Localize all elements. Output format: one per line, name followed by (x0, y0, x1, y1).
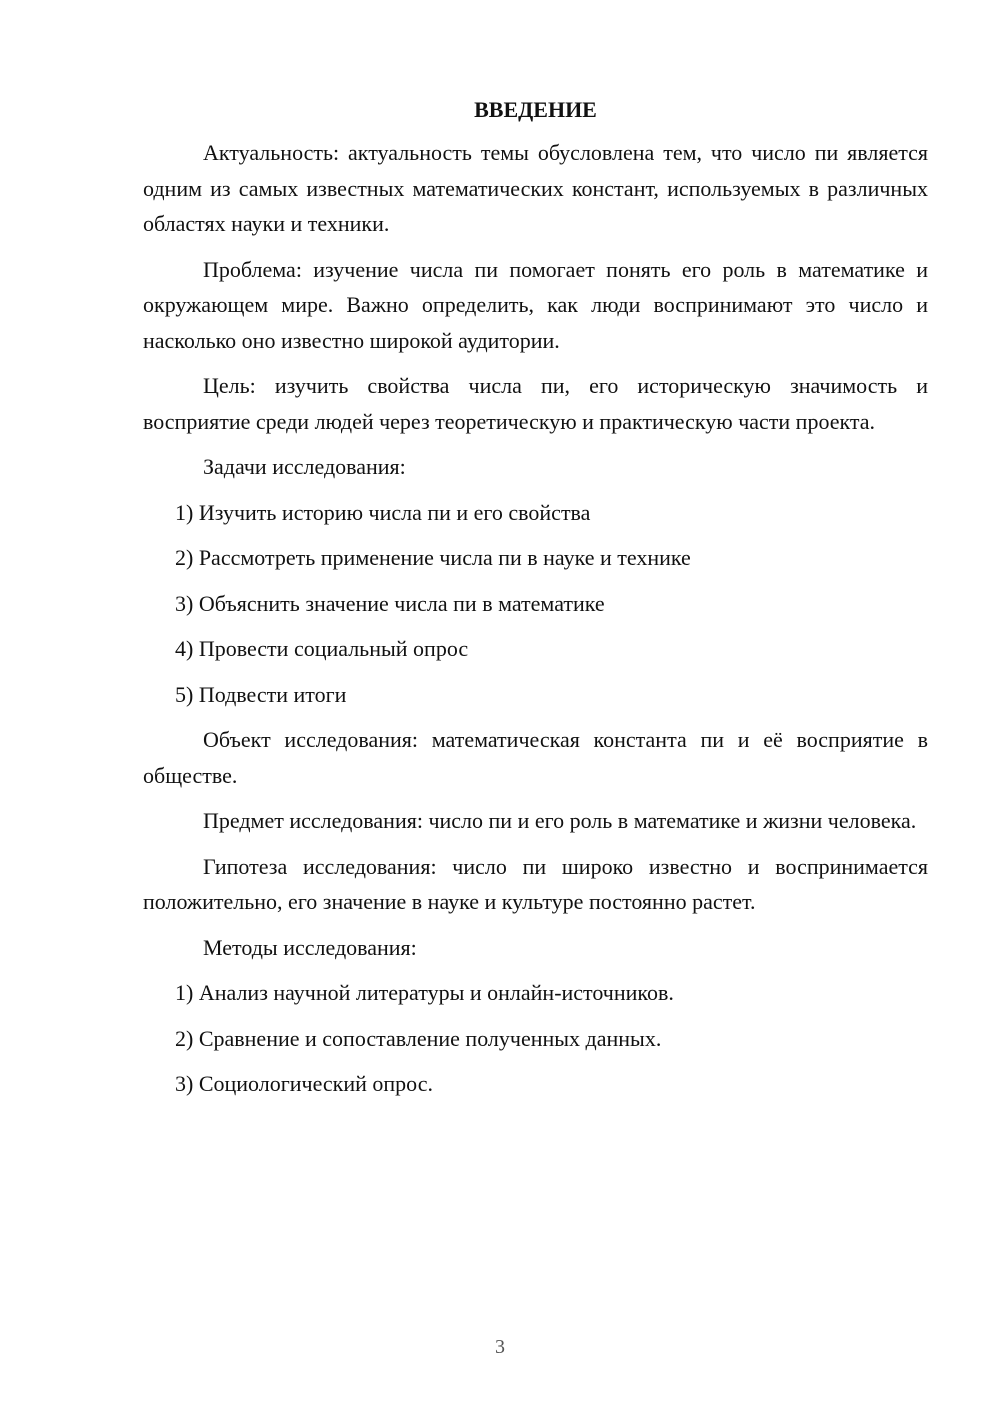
subject-paragraph: Предмет исследования: число пи и его роль в математике и жизни человека. (203, 808, 917, 833)
hypothesis-paragraph: Гипотеза исследования: число пи широко известно и воспринимается положительно, его значение в науке и культуре постоянно растет. (143, 853, 928, 914)
object-paragraph: Объект исследования: математическая константа пи и её восприятие в обществе. (143, 727, 928, 788)
methods-list (143, 975, 928, 1102)
task-item: 4) Провести социальный опрос (175, 636, 469, 661)
method-item: 3) Социологический опрос. (175, 1071, 433, 1096)
task-item: 5) Подвести итоги (175, 681, 347, 707)
method-item: 2) Сравнение и сопоставление полученных данных. (175, 1025, 662, 1051)
section-title: ВВЕДЕНИЕ (474, 97, 597, 122)
page-number: 3 (495, 1336, 505, 1358)
goal-paragraph: Цель: изучить свойства числа пи, его историческую значимость и восприятие среди людей через теоретическую и практическую части проекта. (143, 373, 928, 434)
methods-heading: Методы исследования: (203, 934, 417, 960)
task-item: 3) Объяснить значение числа пи в математике (175, 590, 605, 616)
method-item: 1) Анализ научной литературы и онлайн-источников. (175, 980, 674, 1005)
document-body (143, 95, 928, 1112)
task-item: 1) Изучить историю числа пи и его свойства (175, 499, 591, 525)
task-item: 2) Рассмотреть применение числа пи в науке и технике (175, 545, 691, 570)
relevance-paragraph: Актуальность: актуальность темы обусловлена тем, что число пи является одним из самых известных математических констант, используемых в различных областях науки и техники. (143, 140, 928, 236)
tasks-heading: Задачи исследования: (203, 454, 406, 479)
problem-paragraph: Проблема: изучение числа пи помогает понять его роль в математике и окружающем мире. Важно определить, как люди воспринимают это число и насколько оно известно широкой аудитории. (143, 256, 928, 353)
tasks-list (143, 495, 928, 713)
